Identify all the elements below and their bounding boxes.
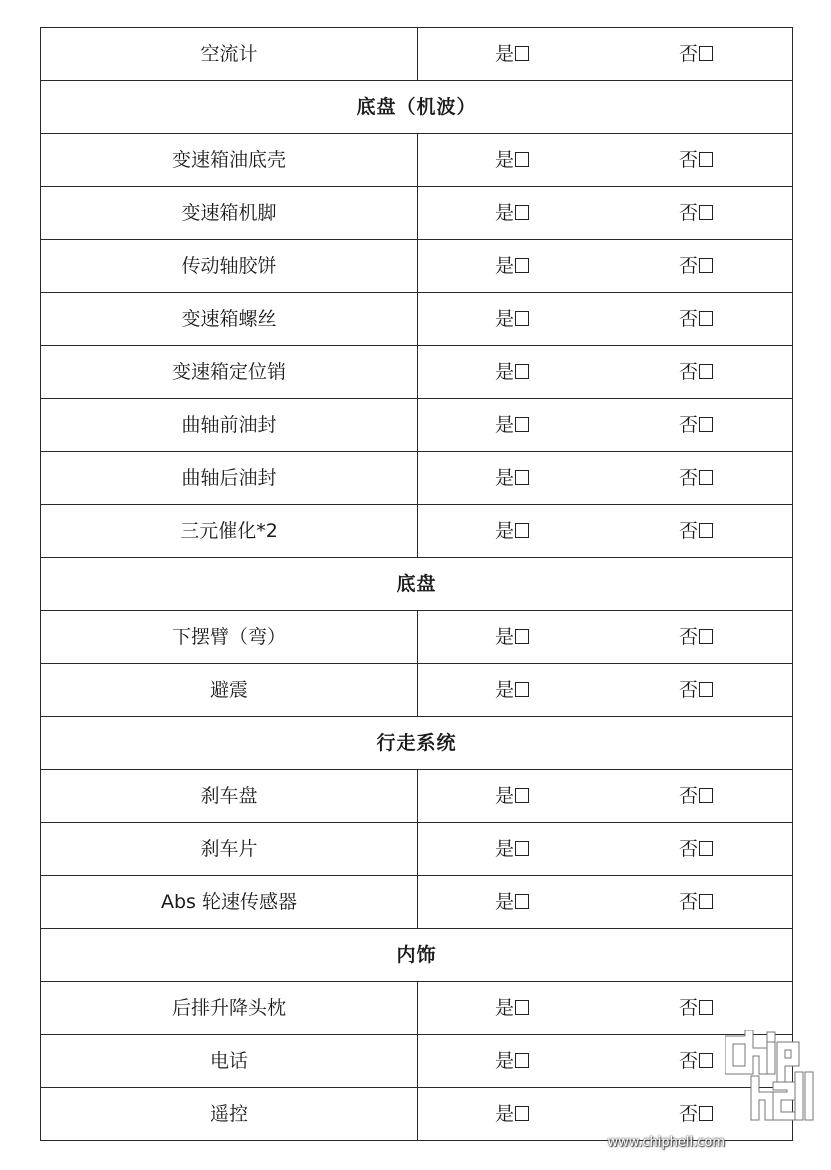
options-cell <box>418 28 793 81</box>
chiphell-watermark <box>597 1030 817 1150</box>
no-checkbox[interactable] <box>699 152 713 167</box>
yes-label: 是 <box>495 361 515 383</box>
yes-option[interactable] <box>495 44 529 64</box>
yes-option[interactable] <box>495 1051 529 1071</box>
yes-label: 是 <box>495 1103 515 1125</box>
yes-label: 是 <box>495 43 515 65</box>
no-option[interactable] <box>679 415 713 435</box>
checklist-body <box>41 28 793 1141</box>
item-label: 避震 <box>41 664 418 717</box>
yes-checkbox[interactable] <box>515 258 529 273</box>
no-label: 否 <box>679 785 699 807</box>
checklist-row <box>41 240 793 293</box>
no-label: 否 <box>679 308 699 330</box>
yes-checkbox[interactable] <box>515 894 529 909</box>
watermark-url: www.chiphell.com <box>607 1135 725 1150</box>
item-label: 遥控 <box>41 1088 418 1141</box>
section-header-row <box>41 929 793 982</box>
item-label: 变速箱定位销 <box>41 346 418 399</box>
yes-checkbox[interactable] <box>515 788 529 803</box>
yes-checkbox[interactable] <box>515 1000 529 1015</box>
yes-label: 是 <box>495 997 515 1019</box>
no-option[interactable] <box>679 256 713 276</box>
yes-label: 是 <box>495 414 515 436</box>
no-option[interactable] <box>679 680 713 700</box>
no-option[interactable] <box>679 627 713 647</box>
no-checkbox[interactable] <box>699 788 713 803</box>
options-cell <box>418 505 793 558</box>
options-cell <box>418 293 793 346</box>
yes-option[interactable] <box>495 309 529 329</box>
yes-option[interactable] <box>495 256 529 276</box>
yes-option[interactable] <box>495 892 529 912</box>
yes-label: 是 <box>495 891 515 913</box>
chiphell-logo-icon <box>725 1030 817 1122</box>
checklist-row <box>41 770 793 823</box>
no-label: 否 <box>679 467 699 489</box>
options-cell <box>418 187 793 240</box>
no-label: 否 <box>679 149 699 171</box>
yes-checkbox[interactable] <box>515 629 529 644</box>
yes-option[interactable] <box>495 998 529 1018</box>
no-checkbox[interactable] <box>699 841 713 856</box>
checklist-row <box>41 28 793 81</box>
no-checkbox[interactable] <box>699 629 713 644</box>
no-label: 否 <box>679 520 699 542</box>
yes-option[interactable] <box>495 1104 529 1124</box>
yes-checkbox[interactable] <box>515 152 529 167</box>
yes-label: 是 <box>495 467 515 489</box>
options-cell <box>418 452 793 505</box>
yes-checkbox[interactable] <box>515 1053 529 1068</box>
inspection-checklist-table <box>40 27 793 1141</box>
no-option[interactable] <box>679 203 713 223</box>
no-label: 否 <box>679 414 699 436</box>
no-label: 否 <box>679 43 699 65</box>
item-label: 传动轴胶饼 <box>41 240 418 293</box>
checklist-row <box>41 134 793 187</box>
no-label: 否 <box>679 626 699 648</box>
no-option[interactable] <box>679 44 713 64</box>
options-cell <box>418 876 793 929</box>
item-label: 曲轴后油封 <box>41 452 418 505</box>
section-header-row <box>41 558 793 611</box>
checklist-row <box>41 452 793 505</box>
no-label: 否 <box>679 202 699 224</box>
no-label: 否 <box>679 838 699 860</box>
item-label: 刹车盘 <box>41 770 418 823</box>
no-option[interactable] <box>679 362 713 382</box>
no-option[interactable] <box>679 521 713 541</box>
no-checkbox[interactable] <box>699 894 713 909</box>
yes-option[interactable] <box>495 521 529 541</box>
no-checkbox[interactable] <box>699 258 713 273</box>
item-label: 曲轴前油封 <box>41 399 418 452</box>
yes-option[interactable] <box>495 680 529 700</box>
section-title: 内饰 <box>41 929 793 982</box>
yes-option[interactable] <box>495 627 529 647</box>
item-label: 三元催化*2 <box>41 505 418 558</box>
item-label: 下摆臂（弯） <box>41 611 418 664</box>
yes-checkbox[interactable] <box>515 1106 529 1121</box>
no-label: 否 <box>679 891 699 913</box>
section-title: 行走系统 <box>41 717 793 770</box>
checklist-row <box>41 346 793 399</box>
options-cell <box>418 982 793 1035</box>
checklist-row <box>41 823 793 876</box>
no-checkbox[interactable] <box>699 311 713 326</box>
no-label: 否 <box>679 255 699 277</box>
yes-label: 是 <box>495 202 515 224</box>
item-label: 刹车片 <box>41 823 418 876</box>
no-label: 否 <box>679 361 699 383</box>
yes-label: 是 <box>495 1050 515 1072</box>
checklist-row <box>41 293 793 346</box>
checklist-row <box>41 399 793 452</box>
yes-checkbox[interactable] <box>515 46 529 61</box>
yes-option[interactable] <box>495 203 529 223</box>
checklist-row <box>41 187 793 240</box>
yes-option[interactable] <box>495 786 529 806</box>
no-checkbox[interactable] <box>699 682 713 697</box>
no-option[interactable] <box>679 839 713 859</box>
no-label: 否 <box>679 997 699 1019</box>
options-cell <box>418 823 793 876</box>
no-checkbox[interactable] <box>699 470 713 485</box>
yes-label: 是 <box>495 679 515 701</box>
options-cell <box>418 611 793 664</box>
no-checkbox[interactable] <box>699 205 713 220</box>
yes-option[interactable] <box>495 150 529 170</box>
no-option[interactable] <box>679 150 713 170</box>
item-label: 变速箱机脚 <box>41 187 418 240</box>
options-cell <box>418 346 793 399</box>
section-header-row <box>41 81 793 134</box>
checklist-row <box>41 611 793 664</box>
item-label: 后排升降头枕 <box>41 982 418 1035</box>
item-label: Abs 轮速传感器 <box>41 876 418 929</box>
no-checkbox[interactable] <box>699 46 713 61</box>
options-cell <box>418 399 793 452</box>
yes-label: 是 <box>495 838 515 860</box>
section-header-row <box>41 717 793 770</box>
yes-option[interactable] <box>495 415 529 435</box>
yes-label: 是 <box>495 308 515 330</box>
yes-option[interactable] <box>495 468 529 488</box>
yes-checkbox[interactable] <box>515 682 529 697</box>
checklist-row <box>41 876 793 929</box>
checklist-row <box>41 664 793 717</box>
no-label: 否 <box>679 679 699 701</box>
yes-checkbox[interactable] <box>515 205 529 220</box>
no-option[interactable] <box>679 786 713 806</box>
yes-checkbox[interactable] <box>515 841 529 856</box>
no-label: 否 <box>679 1103 699 1125</box>
yes-checkbox[interactable] <box>515 364 529 379</box>
section-title: 底盘 <box>41 558 793 611</box>
item-label: 变速箱螺丝 <box>41 293 418 346</box>
yes-checkbox[interactable] <box>515 470 529 485</box>
yes-checkbox[interactable] <box>515 417 529 432</box>
yes-option[interactable] <box>495 362 529 382</box>
item-label: 电话 <box>41 1035 418 1088</box>
options-cell <box>418 240 793 293</box>
yes-label: 是 <box>495 785 515 807</box>
no-option[interactable] <box>679 998 713 1018</box>
yes-option[interactable] <box>495 839 529 859</box>
no-checkbox[interactable] <box>699 1000 713 1015</box>
checklist-row <box>41 505 793 558</box>
item-label: 空流计 <box>41 28 418 81</box>
no-option[interactable] <box>679 309 713 329</box>
no-checkbox[interactable] <box>699 364 713 379</box>
options-cell <box>418 134 793 187</box>
options-cell <box>418 770 793 823</box>
checklist-row <box>41 982 793 1035</box>
section-title: 底盘（机波） <box>41 81 793 134</box>
yes-label: 是 <box>495 149 515 171</box>
yes-label: 是 <box>495 520 515 542</box>
no-label: 否 <box>679 1050 699 1072</box>
options-cell <box>418 664 793 717</box>
item-label: 变速箱油底壳 <box>41 134 418 187</box>
no-option[interactable] <box>679 468 713 488</box>
yes-label: 是 <box>495 626 515 648</box>
no-checkbox[interactable] <box>699 523 713 538</box>
yes-checkbox[interactable] <box>515 523 529 538</box>
yes-checkbox[interactable] <box>515 311 529 326</box>
yes-label: 是 <box>495 255 515 277</box>
no-option[interactable] <box>679 892 713 912</box>
no-checkbox[interactable] <box>699 417 713 432</box>
